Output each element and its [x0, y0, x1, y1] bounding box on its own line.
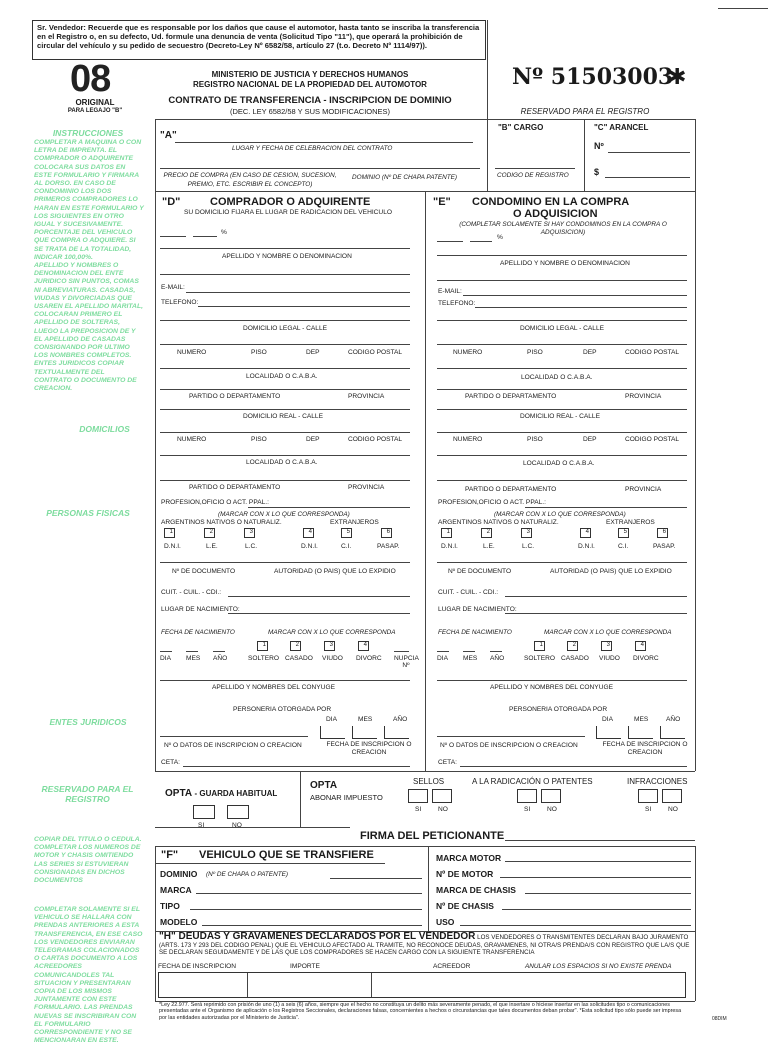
vehicle-n-motor-label: Nº DE MOTOR — [436, 869, 494, 879]
buyer-number-label: NUMERO — [177, 349, 207, 356]
form-code: 08 — [70, 58, 111, 100]
buyer-ndoc-label: Nº DE DOCUMENTO — [172, 568, 236, 575]
buyer-dni2-label: D.N.I. — [301, 543, 318, 550]
section-h-block — [159, 933, 691, 957]
vehicle-modelo-label: MODELO — [160, 917, 198, 927]
co-mark2-label: MARCAR CON X LO QUE CORRESPONDA — [544, 629, 672, 636]
guarda-si-box[interactable] — [193, 805, 215, 819]
buyer-ente-day-label: DIA — [326, 716, 337, 723]
entes-juridicos-label: ENTES JURIDICOS — [49, 717, 127, 727]
section-c-title: "C" ARANCEL — [594, 123, 649, 132]
co-doc-type-box-1[interactable]: 1 — [441, 528, 452, 538]
co-province-label: PROVINCIA — [625, 393, 662, 400]
form-copy: ORIGINAL — [75, 98, 115, 107]
co-ceta-label: CETA: — [438, 759, 457, 766]
buyer-nupcia-label: NUPCIA Nº — [394, 655, 419, 669]
co-cuit-label: CUIT. - CUIL. - CDI.: — [438, 589, 499, 596]
co-real-postal-label: CODIGO POSTAL — [625, 436, 680, 443]
co-authority-label: AUTORIDAD (O PAIS) QUE LO EXPIDIO — [550, 568, 672, 575]
co-birthplace-label: LUGAR DE NACIMIENTO: — [438, 606, 517, 613]
buyer-divorc-label: DIVORC — [356, 655, 382, 662]
co-argentinos-label: ARGENTINOS NATIVOS O NATURALIZ. — [438, 519, 559, 526]
co-soltero-label: SOLTERO — [524, 655, 556, 662]
co-name-label: APELLIDO Y NOMBRE O DENOMINACION — [500, 260, 630, 267]
section-e-title1: CONDOMINO EN LA COMPRA — [472, 196, 630, 208]
buyer-real-dep-label: DEP — [306, 436, 320, 443]
vehicle-dominio-label: DOMINIO — [160, 869, 198, 879]
guarda-no-label: NO — [232, 822, 242, 829]
co-partido-label: PARTIDO O DEPARTAMENTO — [465, 393, 557, 400]
co-doc-type-box-6[interactable]: 6 — [657, 528, 668, 538]
co-legal-street-label: DOMICILIO LEGAL - CALLE — [520, 325, 605, 332]
buyer-real-number-label: NUMERO — [177, 436, 207, 443]
infracciones-si-label: SI — [645, 806, 652, 813]
vendor-notice: Sr. Vendedor: Recuerde que es responsable por los daños que cause el automotor, hasta tanto se inscriba la transferencia en el Registro o, en su defecto, Ud. formule una denuncia de venta (Solicitud Tipo "11"), que operará la prohibición de circular del vehículo y su pedido de secuestro (Decreto-Ley Nº 6582/58, artículo 27 (t.o. Decreto Nº 1114/97)). — [32, 20, 486, 60]
guarda-si-label: SI — [198, 822, 205, 829]
doc-type-box-5[interactable]: 5 — [341, 528, 352, 538]
doc-type-box-2[interactable]: 2 — [204, 528, 215, 538]
radicacion-no-box[interactable] — [541, 789, 561, 803]
vehicle-marca-motor-label: MARCA MOTOR — [436, 853, 502, 863]
co-doc-type-box-5[interactable]: 5 — [618, 528, 629, 538]
co-real-locality-label: LOCALIDAD O C.A.B.A. — [523, 460, 595, 467]
section-e-letter: "E" — [433, 196, 451, 208]
guarda-no-box[interactable] — [227, 805, 249, 819]
buyer-email-label: E-MAIL: — [161, 284, 185, 291]
vehicle-marca-chasis-label: MARCA DE CHASIS — [436, 885, 516, 895]
buyer-partido-label: PARTIDO O DEPARTAMENTO — [189, 393, 281, 400]
co-real-number-label: NUMERO — [453, 436, 483, 443]
deuda-col-anular: ANULAR LOS ESPACIOS SI NO EXISTE PRENDA — [525, 963, 672, 970]
co-ente-year-label: AÑO — [666, 716, 681, 723]
radicacion-label: A LA RADICACIÓN O PATENTES — [472, 777, 593, 786]
instructions-text: COMPLETAR A MAQUINA O CON LETRA DE IMPRENTA. EL COMPRADOR O ADQUIRENTE COLOCARA SUS DATOS EN ESTE FORMULARIO Y FIRMARA AL DORSO. EN CASO DE CONDOMINIO LOS DOS PRIMEROS COMPRADORES LO HARAN EN ESTE FORMULARIO Y LOS SIGUIENTES EN OTRO IGUAL Y SUCESIVAMENTE. PORCENTAJE DEL VEHICULO QUE COMPRA O ADQUIERE. SI SE TRATA DE LA TOTALIDAD, INDICAR 100,00%. — [34, 139, 144, 261]
vehicle-n-chasis-label: Nº DE CHASIS — [436, 901, 494, 911]
co-doc-type-box-4[interactable]: 4 — [580, 528, 591, 538]
co-phone-label: TELEFONO: — [438, 300, 476, 307]
deuda-col-acreedor: ACREEDOR — [433, 963, 471, 970]
buyer-locality-label: LOCALIDAD O C.A.B.A. — [246, 373, 318, 380]
buyer-spouse-label: APELLIDO Y NOMBRES DEL CONYUGE — [212, 684, 335, 691]
buyer-dni-label: D.N.I. — [164, 543, 181, 550]
form-decree: (DEC. LEY 6582/58 Y SUS MODIFICACIONES) — [229, 107, 391, 116]
buyer-extranjeros-label: EXTRANJEROS — [330, 519, 379, 526]
section-a-letter: "A" — [160, 130, 177, 141]
civil-box-2[interactable]: 2 — [290, 641, 301, 651]
star-mark: ✱ — [668, 64, 687, 89]
buyer-real-partido-label: PARTIDO O DEPARTAMENTO — [189, 484, 281, 491]
section-e-title2: O ADQUISICION — [513, 208, 598, 220]
buyer-month-label: MES — [186, 655, 201, 662]
buyer-ente-month-label: MES — [358, 716, 373, 723]
footer-code: 08DIM — [712, 1016, 727, 1022]
arancel-amount-label: $ — [594, 167, 600, 177]
co-postal-label: CODIGO POSTAL — [625, 349, 680, 356]
civil-box-3[interactable]: 3 — [324, 641, 335, 651]
form-legajo: PARA LEGAJO "B" — [67, 108, 123, 114]
section-b-title: "B" CARGO — [498, 123, 544, 132]
co-real-partido-label: PARTIDO O DEPARTAMENTO — [465, 486, 557, 493]
names-instructions: APELLIDO Y NOMBRES O DENOMINACION DEL ENTE JURIDICO SIN PUNTOS, COMAS NI ABREVIATURAS. CASADAS, VIUDAS Y DIVORCIADAS QUE USAREN EL APELLIDO MARITAL, COLOCARAN PRIMERO EL APELLIDO DE SOLTERAS, LUEGO LA PREPOSICION DE Y EL APELLIDO DE CASADAS CONSIGNANDO POR ULTIMO LOS NOMBRES COMPLETOS. ENTES JURIDICOS COPIAR TEXTUALMENTE DEL CONTRATO O DOCUMENTO DE CREACION. — [34, 262, 144, 393]
buyer-pasap-label: PASAP. — [377, 543, 400, 550]
ministry: MINISTERIO DE JUSTICIA Y DERECHOS HUMANOS — [211, 70, 409, 79]
buyer-real-province-label: PROVINCIA — [348, 484, 385, 491]
doc-type-box-4[interactable]: 4 — [303, 528, 314, 538]
buyer-province-label: PROVINCIA — [348, 393, 385, 400]
firma-peticionante: FIRMA DEL PETICIONANTE — [360, 830, 505, 842]
buyer-inscription-label: Nº O DATOS DE INSCRIPCION O CREACION — [164, 742, 302, 749]
civil-box-1[interactable]: 1 — [257, 641, 268, 651]
section-f-title: VEHICULO QUE SE TRANSFIERE — [199, 849, 374, 861]
vehicle-tipo-label: TIPO — [160, 901, 180, 911]
vehicle-marca-label: MARCA — [160, 885, 192, 895]
section-d-title: COMPRADOR O ADQUIRENTE — [210, 196, 371, 208]
buyer-phone-label: TELEFONO: — [161, 299, 199, 306]
opta-impuesto-label: OPTA — [310, 780, 338, 791]
buyer-name-label: APELLIDO Y NOMBRE O DENOMINACION — [222, 253, 352, 260]
doc-type-box-1[interactable]: 1 — [164, 528, 175, 538]
co-ente-day-label: DIA — [602, 716, 613, 723]
buyer-profession-label: PROFESION,OFICIO O ACT. PPAL.: — [161, 499, 269, 506]
co-civil-box-1[interactable]: 1 — [534, 641, 545, 651]
buyer-real-postal-label: CODIGO POSTAL — [348, 436, 403, 443]
infracciones-label: INFRACCIONES — [627, 777, 688, 786]
section-h-title: "H" DEUDAS Y GRAVAMENES DECLARADOS POR EL VENDEDOR — [159, 931, 476, 942]
co-year-label: AÑO — [490, 655, 505, 662]
co-civil-box-2[interactable]: 2 — [567, 641, 578, 651]
registry: REGISTRO NACIONAL DE LA PROPIEDAD DEL AUTOMOTOR — [193, 80, 427, 89]
section-h-text: LOS VENDEDORES O TRANSMITENTES DECLARAN BAJO JURAMENTO (ARTS. 173 Y 293 DEL CODIGO PENAL) QUE EL VEHICULO AFECTADO AL TRAMITE, NO RECONOCE DEUDAS, GRAVAMENES, NI OTRA/S PRENDA/S CON REGISTRO QUE LA/S QUE SE DECLARAN SEGUIDAMENTE Y DE LAS QUE LOS COMPRADORES SE HACEN CARGO CON LA SIGUIENTE TRANSFERENCIA — [159, 934, 690, 957]
section-d-sub: SU DOMICILIO FIJARA EL LUGAR DE RADICACION DEL VEHICULO — [184, 209, 392, 216]
co-spouse-label: APELLIDO Y NOMBRES DEL CONYUGE — [490, 684, 613, 691]
legal-footer: *Ley 22.977. Será reprimido con prisión de uno (1) a seis (6) años, siempre que el hecho no constituya un delito más severamente penado, el que insertare o hiciese insertar en las solicitudes tipo o comunicaciones presentadas ante el Organismo de aplicación o los Registros Seccionales, declaraciones falsas, concernientes a hechos o circunstancias que tales documentos deban probar". *Esta solicitud tipo sólo puede ser impresa por las entidades autorizadas por el Ministerio de Justicia". — [159, 1002, 682, 1021]
co-pasap-label: PASAP. — [653, 543, 676, 550]
opta-guarda-label: OPTA - GUARDA HABITUAL — [165, 788, 278, 799]
buyer-argentinos-label: ARGENTINOS NATIVOS O NATURALIZ. — [161, 519, 282, 526]
co-profession-label: PROFESION,OFICIO O ACT. PPAL.: — [438, 499, 546, 506]
reservado-registro-label: RESERVADO PARA EL REGISTRO — [41, 784, 134, 804]
doc-type-box-6[interactable]: 6 — [381, 528, 392, 538]
buyer-day-label: DIA — [160, 655, 171, 662]
co-doc-type-box-2[interactable]: 2 — [481, 528, 492, 538]
sellos-label: SELLOS — [413, 777, 445, 786]
buyer-mark2-label: MARCAR CON X LO QUE CORRESPONDA — [268, 629, 396, 636]
buyer-dep-label: DEP — [306, 349, 320, 356]
buyer-birthplace-label: LUGAR DE NACIMIENTO: — [161, 606, 240, 613]
co-dni-label: D.N.I. — [441, 543, 458, 550]
co-dep-label: DEP — [583, 349, 597, 356]
buyer-real-locality-label: LOCALIDAD O C.A.B.A. — [246, 459, 318, 466]
co-casado-label: CASADO — [561, 655, 589, 662]
section-d-letter: "D" — [162, 196, 181, 208]
buyer-year-label: AÑO — [213, 655, 228, 662]
co-mark-label: (MARCAR CON X LO QUE CORRESPONDA) — [494, 511, 626, 518]
section-e-sub: (COMPLETAR SOLAMENTE SI HAY CONDOMINOS EN LA COMPRA O ADQUISICION) — [459, 221, 667, 236]
buyer-mark-label: (MARCAR CON X LO QUE CORRESPONDA) — [218, 511, 350, 518]
personas-fisicas-label: PERSONAS FISICAS — [46, 508, 130, 518]
buyer-casado-label: CASADO — [285, 655, 313, 662]
sellos-no-box[interactable] — [432, 789, 452, 803]
co-number-label: NUMERO — [453, 349, 483, 356]
buyer-le-label: L.E. — [206, 543, 218, 550]
co-day-label: DIA — [437, 655, 448, 662]
co-viudo-label: VIUDO — [599, 655, 620, 662]
doc-type-box-3[interactable]: 3 — [244, 528, 255, 538]
titulo-instructions: COPIAR DEL TITULO O CEDULA. COMPLETAR LOS NUMEROS DE MOTOR Y CHASIS OMITIENDO LAS SERIES SI ESTUVIERAN CONSIGNADAS EN DICHOS DOCUMENTOS — [34, 836, 142, 885]
place-date-label: LUGAR Y FECHA DE CELEBRACION DEL CONTRATO — [232, 145, 393, 152]
co-locality-label: LOCALIDAD O C.A.B.A. — [521, 374, 593, 381]
deudas-instructions: COMPLETAR SOLAMENTE SI EL VEHICULO SE HALLARA CON PRENDAS ANTERIORES A ESTA TRANSFERENCIA, EN ESE CASO LOS VENDEDORES ENVIARAN TELEGRAMAS COLACIONADOS O CARTAS DOCUMENTO A LOS ACREEDORES COMUNICANDOLES TAL SITUACION Y PRESENTARAN COPIA DE LOS MISMOS JUNTAMENTE CON ESTE FORMULARIO. LAS PRENDAS NUEVAS SE INSCRIBIRAN CON EL FORMULARIO CORRESPONDIENTE Y NO SE MENCIONARAN EN ESTE. — [34, 906, 143, 1045]
dominio-plate-label: DOMINIO (Nº DE CHAPA PATENTE) — [352, 174, 458, 181]
co-inscription-label: Nº O DATOS DE INSCRIPCION O CREACION — [440, 742, 578, 749]
infracciones-no-label: NO — [668, 806, 678, 813]
co-real-floor-label: PISO — [527, 436, 543, 443]
radicacion-si-label: SI — [524, 806, 531, 813]
civil-box-4[interactable]: 4 — [358, 641, 369, 651]
co-doc-type-box-3[interactable]: 3 — [521, 528, 532, 538]
buyer-cuit-label: CUIT. - CUIL. - CDI.: — [161, 589, 222, 596]
co-divorc-label: DIVORC — [633, 655, 659, 662]
buyer-soltero-label: SOLTERO — [248, 655, 280, 662]
codigo-registro-label: CODIGO DE REGISTRO — [497, 172, 569, 179]
infracciones-no-box[interactable] — [662, 789, 682, 803]
buyer-authority-label: AUTORIDAD (O PAIS) QUE LO EXPIDIO — [274, 568, 396, 575]
co-lc-label: L.C. — [522, 543, 535, 550]
form-number: Nº 51503003 — [512, 64, 674, 90]
buyer-ci-label: C.I. — [341, 543, 352, 550]
deuda-col-importe: IMPORTE — [290, 963, 320, 970]
co-month-label: MES — [463, 655, 478, 662]
reserved-label: RESERVADO PARA EL REGISTRO — [520, 107, 650, 116]
deuda-col-fecha: FECHA DE INSCRIPCION — [158, 963, 237, 970]
co-percent-sign: % — [497, 234, 503, 241]
buyer-legal-street-label: DOMICILIO LEGAL - CALLE — [243, 325, 328, 332]
buyer-ceta-label: CETA: — [161, 759, 180, 766]
co-ente-month-label: MES — [634, 716, 649, 723]
co-real-province-label: PROVINCIA — [625, 486, 662, 493]
infracciones-si-box[interactable] — [638, 789, 658, 803]
co-real-dep-label: DEP — [583, 436, 597, 443]
co-personeria-label: PERSONERIA OTORGADA POR — [509, 706, 608, 713]
co-inscription-date-label: FECHA DE INSCRIPCION O CREACION — [602, 741, 688, 756]
buyer-real-street-label: DOMICILIO REAL - CALLE — [243, 413, 324, 420]
domicilios-label: DOMICILIOS — [79, 424, 130, 434]
buyer-lc-label: L.C. — [245, 543, 258, 550]
co-birthdate-label: FECHA DE NACIMIENTO — [438, 629, 512, 636]
vehicle-dominio-note: (Nº DE CHAPA O PATENTE) — [206, 871, 288, 878]
buyer-inscription-date-label: FECHA DE INSCRIPCION O CREACION — [326, 741, 412, 756]
buyer-birthdate-label: FECHA DE NACIMIENTO — [161, 629, 235, 636]
co-ci-label: C.I. — [618, 543, 629, 550]
arancel-num-label: Nº — [594, 141, 604, 151]
radicacion-no-label: NO — [547, 806, 557, 813]
sellos-si-box[interactable] — [408, 789, 428, 803]
edge-line — [718, 8, 768, 9]
co-extranjeros-label: EXTRANJEROS — [606, 519, 655, 526]
co-ndoc-label: Nº DE DOCUMENTO — [448, 568, 512, 575]
buyer-ente-year-label: AÑO — [393, 716, 408, 723]
buyer-real-floor-label: PISO — [251, 436, 267, 443]
co-email-label: E-MAIL: — [438, 288, 462, 295]
co-real-street-label: DOMICILIO REAL - CALLE — [520, 413, 601, 420]
sellos-no-label: NO — [438, 806, 448, 813]
instructions-title: INSTRUCCIONES — [52, 128, 124, 138]
abonar-impuesto-label: ABONAR IMPUESTO — [310, 793, 383, 802]
buyer-personeria-label: PERSONERIA OTORGADA POR — [233, 706, 332, 713]
section-f-letter: "F" — [161, 849, 179, 861]
vehicle-uso-label: USO — [436, 917, 455, 927]
co-civil-box-4[interactable]: 4 — [635, 641, 646, 651]
co-dni2-label: D.N.I. — [578, 543, 595, 550]
sellos-si-label: SI — [415, 806, 422, 813]
price-label: PRECIO DE COMPRA (EN CASO DE CESION, SUCESION, PREMIO, ETC. ESCRIBIR EL CONCEPTO) — [163, 172, 337, 188]
form-title: CONTRATO DE TRANSFERENCIA - INSCRIPCION DE DOMINIO — [168, 95, 452, 106]
buyer-viudo-label: VIUDO — [322, 655, 343, 662]
co-le-label: L.E. — [483, 543, 495, 550]
buyer-postal-label: CODIGO POSTAL — [348, 349, 403, 356]
buyer-floor-label: PISO — [251, 349, 267, 356]
co-floor-label: PISO — [527, 349, 543, 356]
percent-sign: % — [221, 229, 227, 236]
radicacion-si-box[interactable] — [517, 789, 537, 803]
co-civil-box-3[interactable]: 3 — [601, 641, 612, 651]
deuda-table[interactable] — [158, 972, 686, 998]
